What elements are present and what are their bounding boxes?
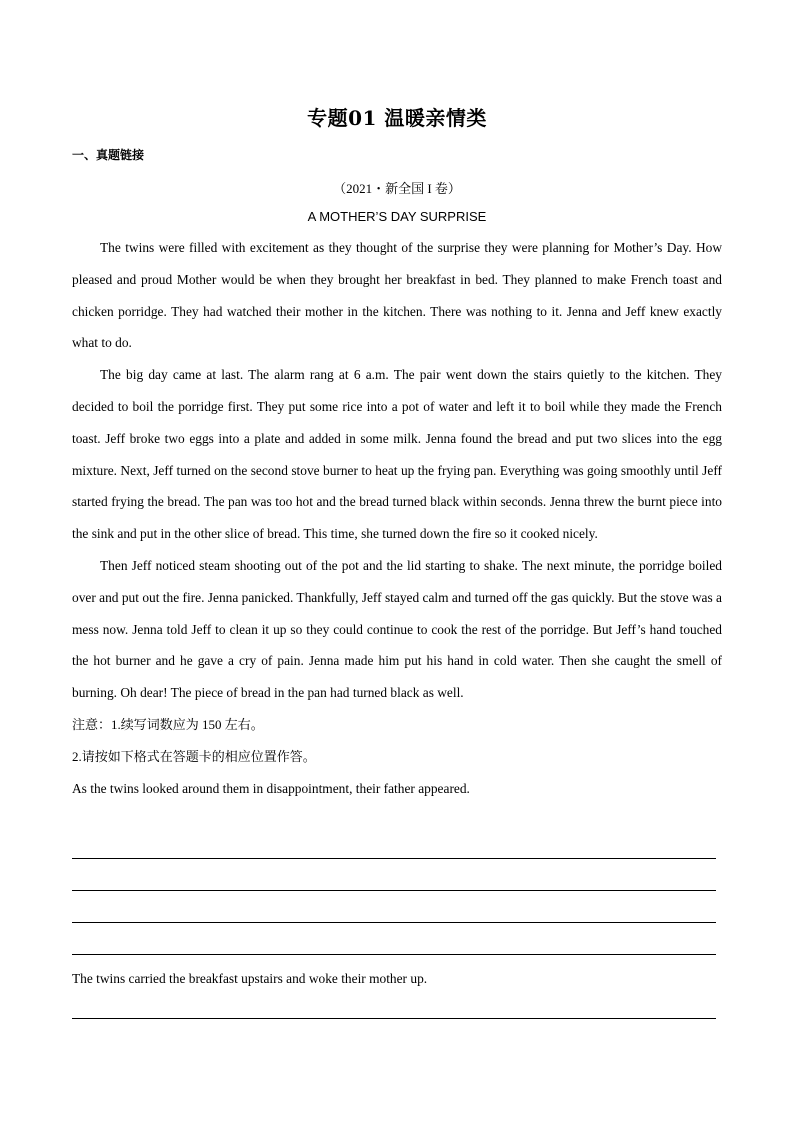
continuation-prompt-1: As the twins looked around them in disappointment, their father appeared. — [72, 780, 470, 796]
answer-line[interactable] — [72, 858, 716, 859]
document-title: 专题01 温暖亲情类 — [307, 106, 487, 130]
instruction-note-2: 2.请按如下格式在答题卡的相应位置作答。 — [72, 748, 316, 764]
story-paragraph: The twins were filled with excitement as they thought of the surprise they were planning for Mother’s Day. How pleased and proud Mother would be when they brought her breakfast in bed. They planned to make French toast and chicken porridge. They had watched their mother in the kitchen. There was nothing to it. Jenna and Jeff knew exactly what to do. — [72, 240, 722, 351]
section-heading: 一、真题链接 — [72, 148, 145, 162]
instruction-note-1: 注意：1.续写词数应为 150 左右。 — [72, 716, 264, 732]
story-paragraph: Then Jeff noticed steam shooting out of the pot and the lid starting to shake. The next minute, the porridge boiled over and put out the fire. Jenna panicked. Thankfully, Jeff stayed calm and turned off the gas quickly. But the stove was a mess now. Jenna told Jeff to clean it up so they could continue to cook the rest of the porridge. But Jeff’s hand touched the hot burner and he gave a cry of pain. Jenna made him put his hand in cold water. Then she caught the smell of burning. Oh dear! The piece of bread in the pan had turned black as well. — [72, 557, 722, 701]
answer-line[interactable] — [72, 890, 716, 891]
story-paragraph: The big day came at last. The alarm rang at 6 a.m. The pair went down the stairs quietly to the kitchen. They decided to boil the porridge first. They put some rice into a pot of water and left it to boil while they made the French toast. Jeff broke two eggs into a plate and added in some milk. Jenna found the bread and put two slices into the egg mixture. Next, Jeff turned on the second stove burner to heat up the frying pan. Everything was going smoothly until Jeff started frying the bread. The pan was too hot and the bread turned black within seconds. Jenna threw the burnt piece into the sink and put in the other slice of bread. This time, she turned down the fire so it cooked nicely. — [72, 367, 722, 542]
answer-line[interactable] — [72, 1018, 716, 1019]
story-body — [72, 232, 722, 804]
answer-line[interactable] — [72, 954, 716, 955]
exam-source: （2021・新全国 I 卷） — [333, 181, 461, 196]
continuation-prompt-2: The twins carried the breakfast upstairs and woke their mother up. — [72, 971, 428, 986]
answer-line[interactable] — [72, 922, 716, 923]
story-title: A MOTHER’S DAY SURPRISE — [307, 209, 487, 224]
